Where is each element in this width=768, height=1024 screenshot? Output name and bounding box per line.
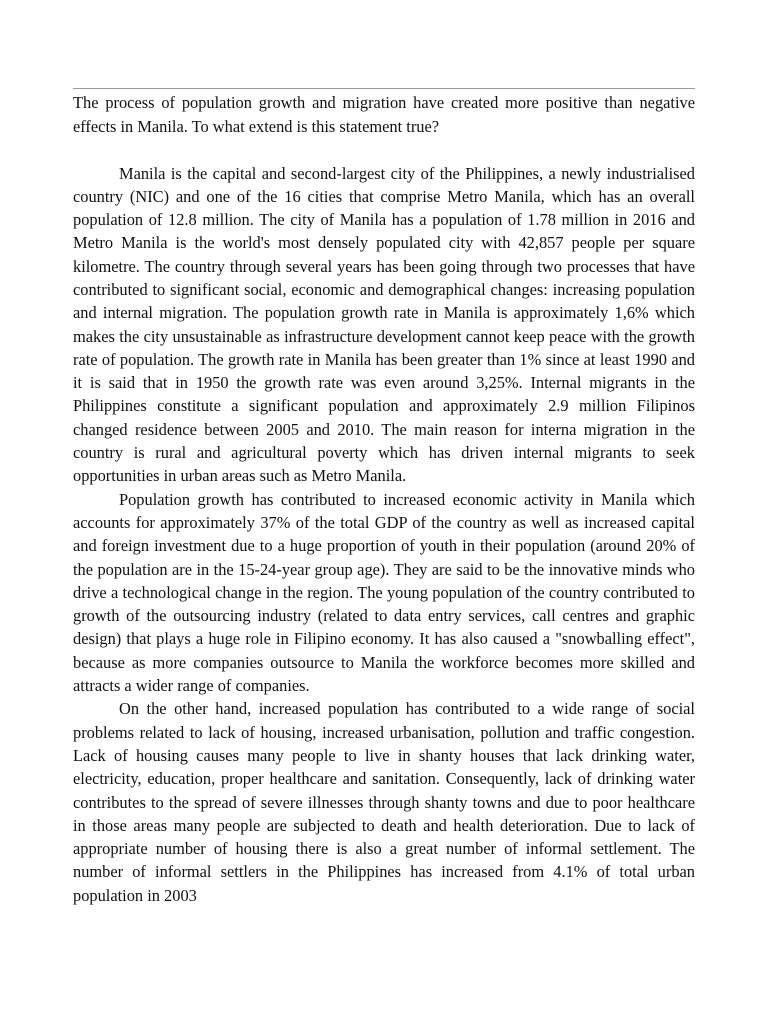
paragraph-social-problems: On the other hand, increased population has contributed to a wide range of social problems related to lack of housing, increased urbanisation, pollution and traffic congestion. Lack of housing causes many people to live in shanty houses that lack drinking water, electricity, education, proper healthcare and sanitation. Consequently, lack of drinking water contributes to the spread of severe illnesses through shanty towns and due to poor healthcare in those areas many people are subjected to death and health deterioration. Due to lack of appropriate number of housing there is also a great number of informal settlement. The number of informal settlers in the Philippines has increased from 4.1% of total urban population in 2003 [73,699,695,905]
document-page [73,88,695,907]
paragraph-introduction: Manila is the capital and second-largest city of the Philippines, a newly industrialised country (NIC) and one of the 16 cities that comprise Metro Manila, which has an overall population of 12.8 million. The city of Manila has a population of 1.78 million in 2016 and Metro Manila is the world's most densely populated city with 42,857 people per square kilometre. The country through several years has been going through two processes that have contributed to significant social, economic and demographical changes: increasing population and internal migration. The population growth rate in Manila is approximately 1,6% which makes the city unsustainable as infrastructure development cannot keep peace with the growth rate of population. The growth rate in Manila has been greater than 1% since at least 1990 and it is said that in 1950 the growth rate was even around 3,25%. Internal migrants in the Philippines constitute a significant population and approximately 2.9 million Filipinos changed residence between 2005 and 2010. The main reason for interna migration in the country is rural and agricultural poverty which has driven internal migrants to seek opportunities in urban areas such as Metro Manila. [73,163,695,486]
essay-question: The process of population growth and migration have created more positive than negative effects in Manila. To what extend is this statement true? [73,93,695,136]
paragraph-economic-effects: Population growth has contributed to increased economic activity in Manila which accounts for approximately 37% of the total GDP of the country as well as increased capital and foreign investment due to a huge proportion of youth in their population (around 20% of the population are in the 15-24-year group age). They are said to be the innovative minds who drive a technological change in the region. The young population of the country contributed to growth of the outsourcing industry (related to data entry services, call centres and graphic design) that plays a huge role in Filipino economy. It has also caused a "snowballing effect", because as more companies outsource to Manila the workforce becomes more skilled and attracts a wider range of companies. [73,489,695,696]
header-rule [73,88,695,89]
